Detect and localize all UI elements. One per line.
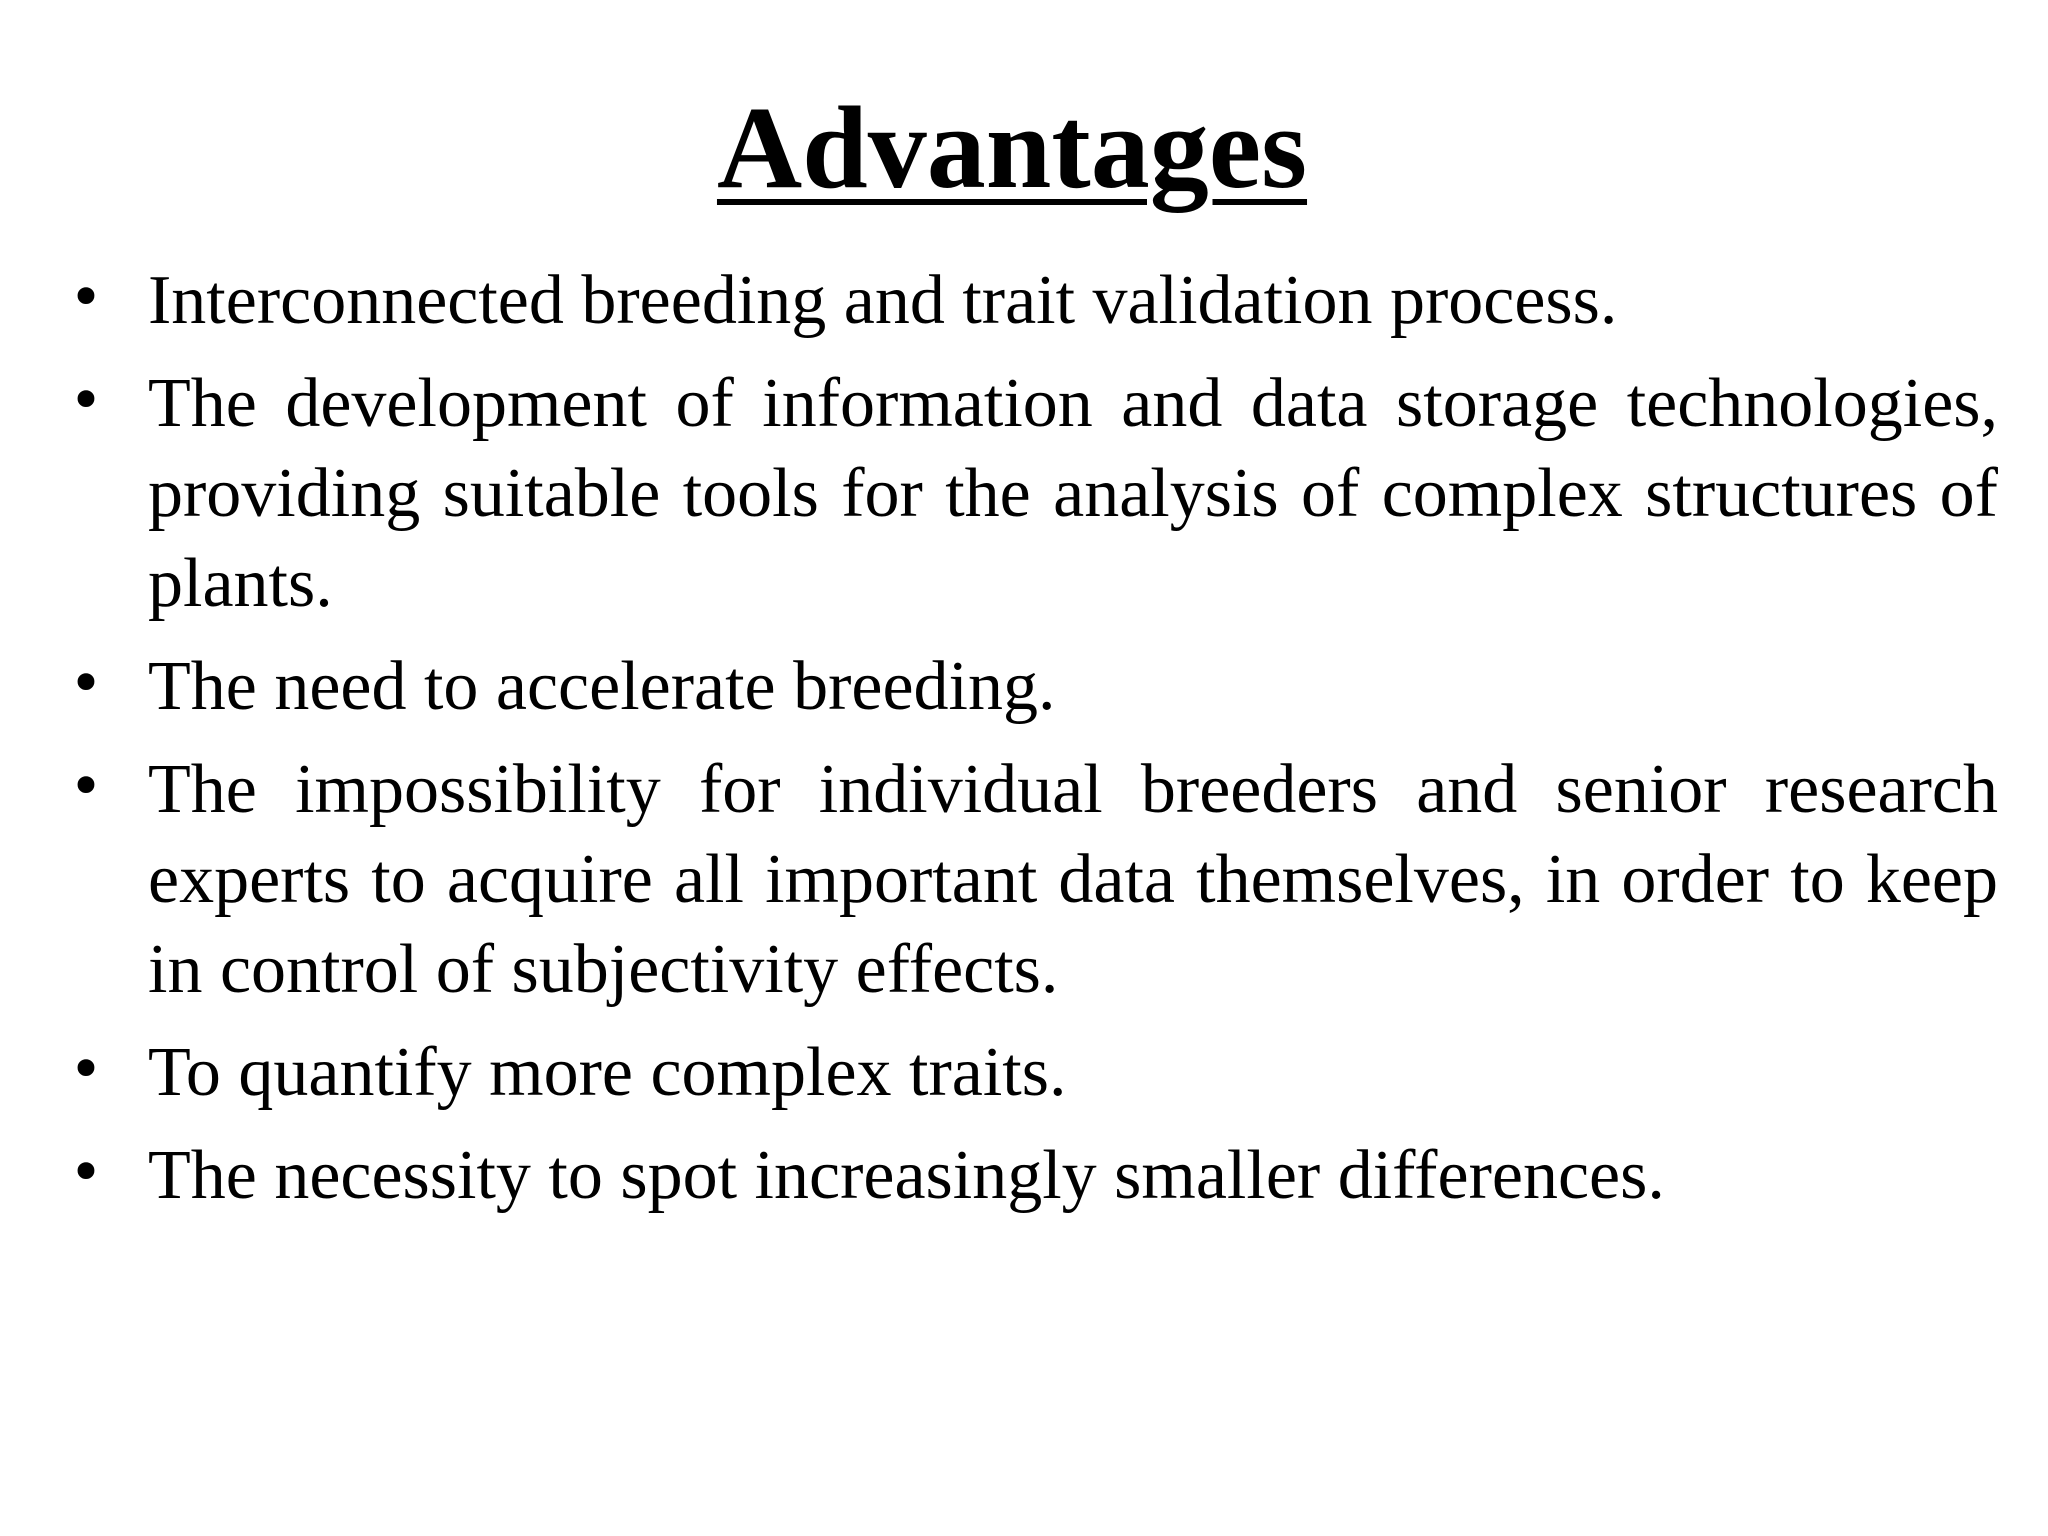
list-item xyxy=(66,1131,1998,1221)
bullet-icon: • xyxy=(68,752,104,820)
bullet-text: The development of information and data storage technologies, providing suitable tools for the analysis of complex structures of plants. xyxy=(148,365,1998,622)
list-item xyxy=(66,359,1998,629)
slide-title: Advantages xyxy=(716,82,1308,213)
bullet-icon: • xyxy=(68,1035,104,1103)
bullet-text: The necessity to spot increasingly smaller differences. xyxy=(148,1137,1665,1214)
bullet-text: Interconnected breeding and trait validation process. xyxy=(148,262,1618,339)
bullet-icon: • xyxy=(68,366,104,434)
bullet-list xyxy=(66,256,1998,1234)
bullet-text: The impossibility for individual breeders and senior research experts to acquire all important data themselves, in order to keep in control of subjectivity effects. xyxy=(148,751,1998,1008)
list-item xyxy=(66,745,1998,1015)
bullet-icon: • xyxy=(68,263,104,331)
bullet-text: To quantify more complex traits. xyxy=(148,1034,1067,1111)
list-item xyxy=(66,256,1998,346)
bullet-text: The need to accelerate breeding. xyxy=(148,648,1056,725)
bullet-icon: • xyxy=(68,649,104,717)
list-item xyxy=(66,642,1998,732)
list-item xyxy=(66,1028,1998,1118)
bullet-icon: • xyxy=(68,1138,104,1206)
